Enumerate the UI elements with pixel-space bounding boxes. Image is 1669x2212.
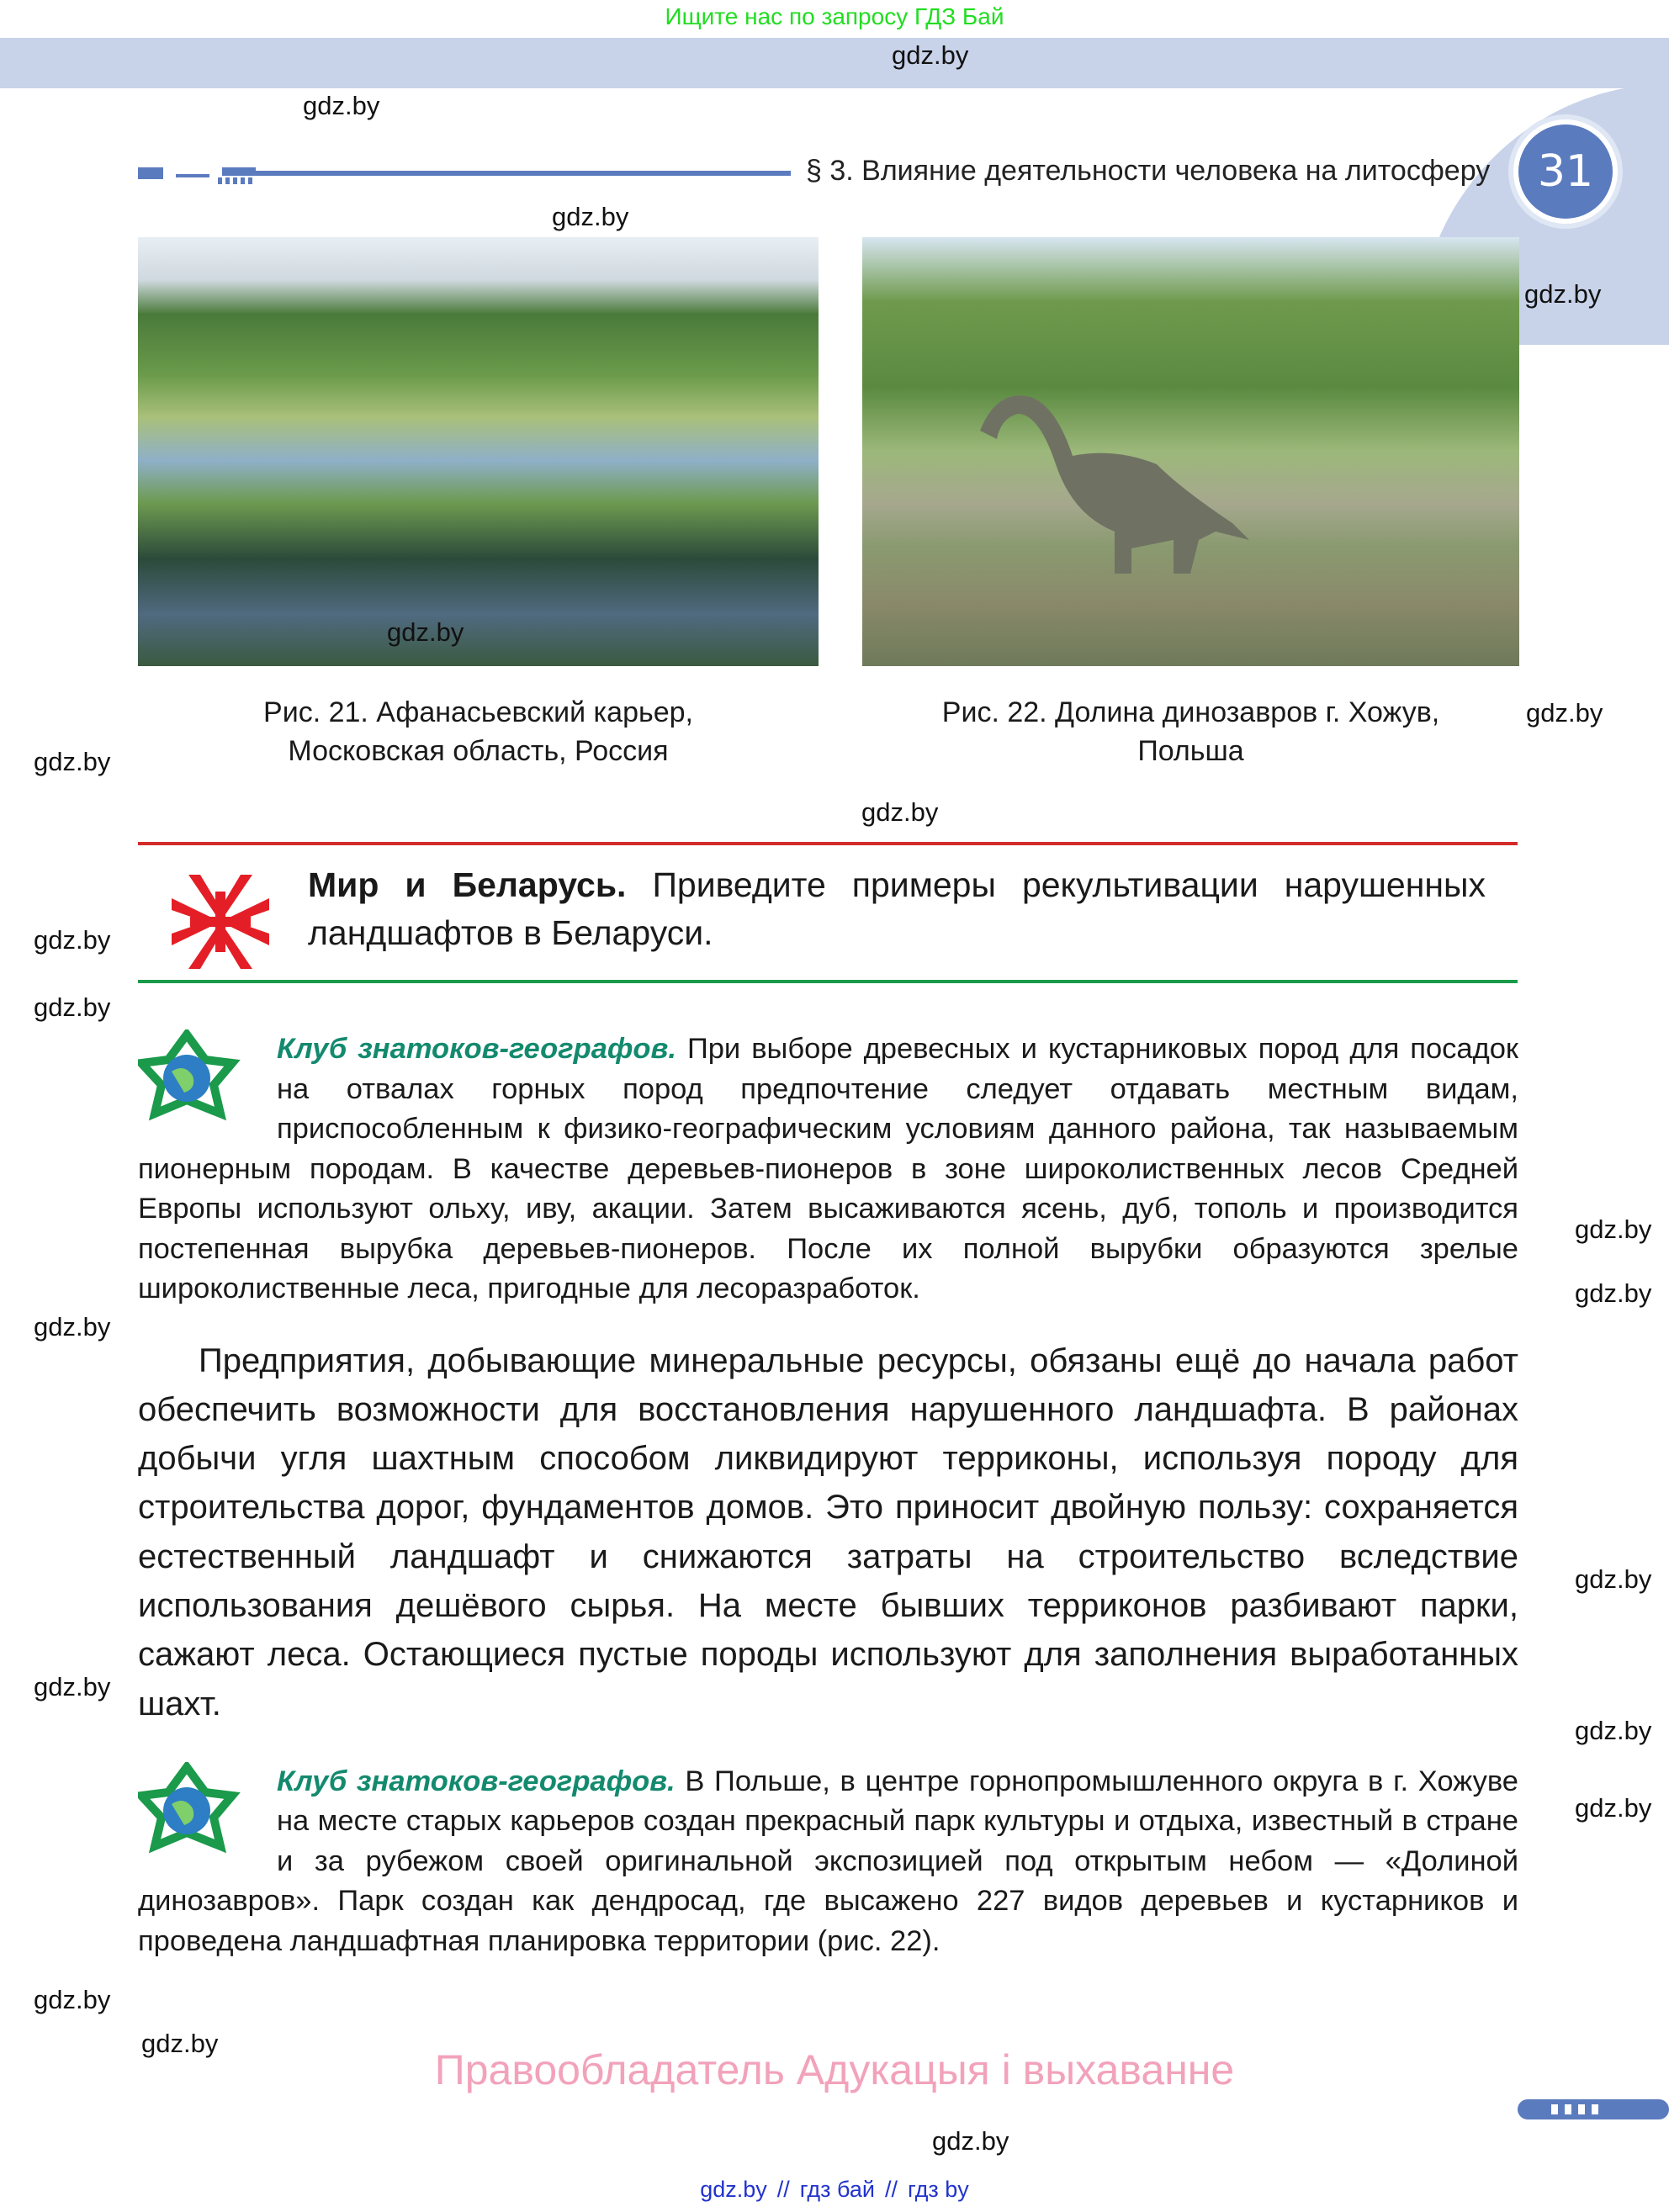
separator: //: [776, 2177, 790, 2202]
watermark: gdz.by: [141, 2029, 219, 2058]
mir-i-belarus-task: Мир и Беларусь. Приведите примеры рекультивации нарушенных ландшафтов в Беларуси.: [308, 865, 1486, 952]
watermark: gdz.by: [34, 1985, 111, 2014]
watermark: gdz.by: [303, 91, 380, 120]
page-number: 31: [1518, 124, 1613, 219]
geographers-club-icon: [138, 1029, 277, 1149]
red-divider: [138, 842, 1518, 845]
link-gdz-by[interactable]: gdz.by: [700, 2177, 767, 2202]
watermark: gdz.by: [1575, 1793, 1652, 1823]
watermark: gdz.by: [34, 992, 111, 1022]
section-title: § 3. Влияние деятельности человека на литосферу: [806, 155, 1491, 187]
footer-decoration-icon: [1518, 2084, 1669, 2135]
watermark: gdz.by: [1575, 1716, 1652, 1745]
watermark: gdz.by: [387, 617, 464, 647]
separator: //: [884, 2177, 898, 2202]
belarus-ornament-icon: [172, 875, 269, 969]
watermark: gdz.by: [1575, 1214, 1652, 1244]
club-paragraph-1: Клуб знатоков-географов. При выборе древесных и кустарниковых пород для посадок на отвалах горных пород предпочтение следует отдавать местным видам, приспособленным к физико-географическим условиям данного района, так называемым пионерным породам. В качестве деревьев-пионеров в зоне широколиственных лесов Средней Европы используют ольху, иву, акации. Затем высаживаются ясень, дуб, тополь и производится постепенная вырубка деревьев-пионеров. После их полной вырубки образуются зрелые широколиственные леса, пригодные для лесоразработок.: [138, 1029, 1518, 1310]
header-line: [278, 171, 791, 176]
photo-afanasyevsky-quarry: [138, 237, 819, 666]
top-ad-text: Ищите нас по запросу ГДЗ Бай: [665, 3, 1004, 29]
watermark: gdz.by: [1575, 1278, 1652, 1308]
watermark: gdz.by: [34, 1312, 111, 1341]
main-paragraph: Предприятия, добывающие минеральные ресурсы, обязаны ещё до начала работ обеспечить возможности для восстановления нарушенного ландшафта. В районах добычи угля шахтным способом ликвидируют терриконы, используя породу для строительства дорог, фундаментов домов. Это приносит двойную пользу: сохраняется естественный ландшафт и снижаются затраты на строительство вследствие использования дешёвого сырья. На месте бывших терриконов разбивают парки, сажают леса. Остающиеся пустые породы используют для заполнения выработанных шахт.: [138, 1341, 1518, 1723]
geographers-club-icon: [138, 1762, 277, 1881]
photo-dinosaur-valley: [862, 237, 1519, 666]
green-divider: [138, 980, 1518, 983]
watermark: gdz.by: [861, 797, 939, 827]
watermark: gdz.by: [1575, 1564, 1652, 1594]
watermark: gdz.by: [1524, 279, 1602, 309]
watermark: gdz.by: [892, 40, 969, 70]
figure-21-caption: Рис. 21. Афанасьевский карьер, Московская область, Россия: [263, 696, 693, 767]
watermark: gdz.by: [34, 1672, 111, 1701]
watermark: gdz.by: [34, 925, 111, 955]
copyright-text: Правообладатель Адукацыя і выхаванне: [434, 2046, 1235, 2093]
link-gdz-by-2[interactable]: гдз by: [908, 2177, 969, 2202]
dinosaur-icon: [862, 237, 1519, 666]
body-text: [138, 1029, 1518, 1961]
header-band: [0, 38, 1669, 88]
watermark: gdz.by: [932, 2126, 1009, 2156]
bottom-links: [0, 2177, 1669, 2203]
link-gdz-bai[interactable]: гдз бай: [799, 2177, 875, 2202]
watermark: gdz.by: [1526, 698, 1603, 728]
watermark: gdz.by: [552, 202, 629, 231]
figure-22-caption: Рис. 22. Долина динозавров г. Хожув, Польша: [941, 696, 1440, 767]
club-paragraph-2: Клуб знатоков-географов. В Польше, в центре горнопромышленного округа в г. Хожуве на месте старых карьеров создан прекрасный парк культуры и отдыха, известный в стране и за рубежом своей оригинальной экспозицией под открытым небом — «Долиной динозавров». Парк создан как дендросад, где высажено 227 видов деревьев и кустарников и проведена ландшафтная планировка территории (рис. 22).: [138, 1762, 1518, 1962]
watermark: gdz.by: [34, 747, 111, 776]
